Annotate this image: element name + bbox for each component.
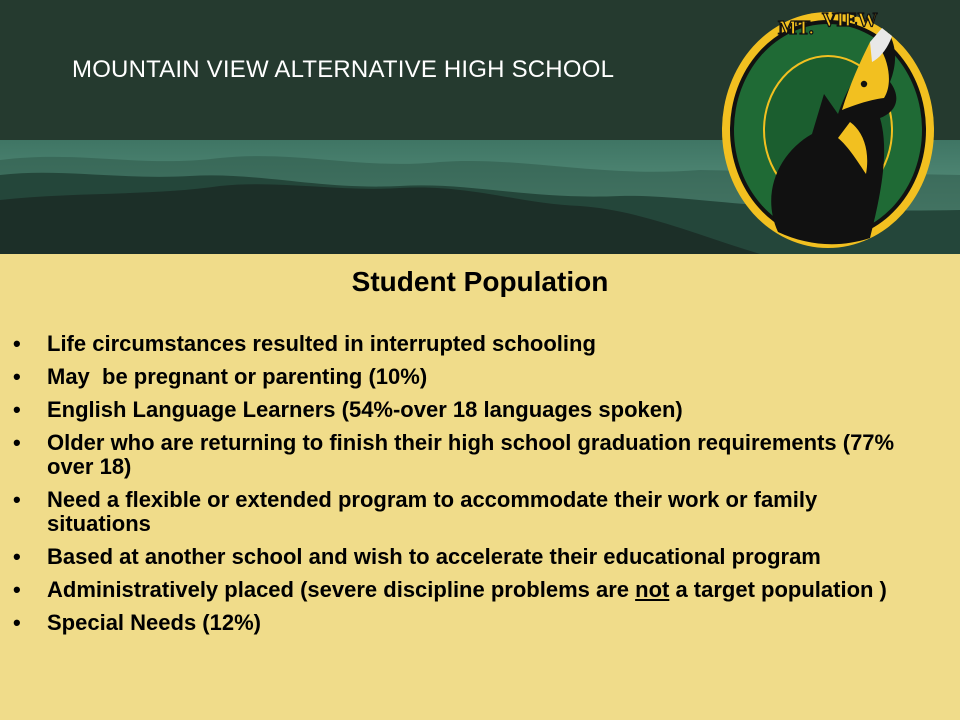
bullet-text: Older who are returning to finish their high school graduation requirements (77% over 18) <box>47 430 895 479</box>
bullet-text-emphasis: not <box>635 577 670 602</box>
svg-text:MT.: MT. <box>778 17 814 39</box>
svg-text:VIEW: VIEW <box>822 9 878 31</box>
bullet-text: Life circumstances resulted in interrupted schooling <box>47 331 596 356</box>
list-item <box>0 365 920 389</box>
bullet-icon: • <box>13 397 21 422</box>
school-name-heading: MOUNTAIN VIEW ALTERNATIVE HIGH SCHOOL <box>72 56 615 83</box>
bullet-text: Based at another school and wish to accelerate their educational program <box>47 544 821 569</box>
bullet-icon: • <box>13 487 21 512</box>
slide-title: Student Population <box>351 266 609 297</box>
bullet-icon: • <box>13 544 21 569</box>
list-item <box>0 488 920 536</box>
bullet-text: Need a flexible or extended program to accommodate their work or family situations <box>47 487 818 536</box>
bullet-text: Special Needs (12%) <box>47 610 261 635</box>
mt-view-wolf-logo <box>720 2 936 252</box>
bullet-icon: • <box>13 430 21 455</box>
bullet-text: May be pregnant or parenting (10%) <box>47 364 428 389</box>
list-item <box>0 578 920 602</box>
bullet-list <box>0 332 920 644</box>
bullet-icon: • <box>13 610 21 635</box>
list-item <box>0 398 920 422</box>
bullet-text-before: Administratively placed (severe discipline problems are <box>47 577 636 602</box>
bullet-icon: • <box>13 577 21 602</box>
bullet-text: English Language Learners (54%-over 18 languages spoken) <box>47 397 683 422</box>
slide-content <box>0 254 960 720</box>
list-item <box>0 611 920 635</box>
bullet-text-after: a target population ) <box>669 577 887 602</box>
list-item <box>0 332 920 356</box>
list-item <box>0 431 920 479</box>
bullet-icon: • <box>13 364 21 389</box>
header-banner <box>0 0 960 254</box>
list-item <box>0 545 920 569</box>
bullet-icon: • <box>13 331 21 356</box>
